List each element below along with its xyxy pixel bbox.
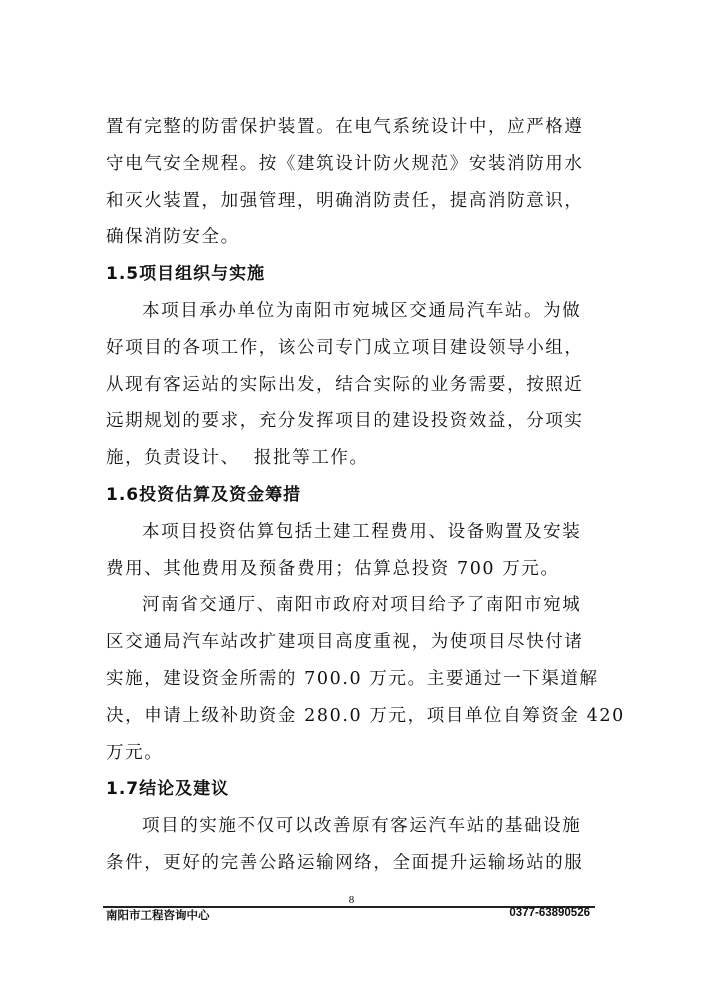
document-body: [106, 109, 625, 882]
text-line: 项目的实施不仅可以改善原有客运汽车站的基础设施: [142, 816, 582, 837]
text-line: 置有完整的防雷保护装置。在电气系统设计中，应严格遵: [106, 117, 584, 137]
footer-organization: 南阳市工程咨询中心: [106, 908, 210, 922]
section-heading-1-5: 1.5项目组织与实施: [106, 264, 266, 285]
section-heading-1-6: 1.6投资估算及资金筹措: [106, 484, 302, 505]
text-line: 本项目投资估算包括土建工程费用、设备购置及安装: [142, 521, 582, 542]
text-line: 条件，更好的完善公路运输网络，全面提升运输场站的服: [106, 852, 584, 873]
text-line: 河南省交通厅、南阳市政府对项目给予了南阳市宛城: [142, 595, 582, 616]
section-heading-1-7: 1.7结论及建议: [106, 779, 230, 800]
page-number: 8: [348, 894, 355, 906]
paragraph: [106, 293, 584, 477]
text-line: 远期规划的要求，充分发挥项目的建设投资效益，分项实: [106, 411, 584, 432]
text-line: 区交通局汽车站改扩建项目高度重视，为使项目尽快付诸: [106, 632, 584, 653]
text-line: 实施，建设资金所需的 700.0 万元。主要通过一下渠道解: [106, 668, 599, 689]
text-line: 本项目承办单位为南阳市宛城区交通局汽车站。为做: [142, 300, 582, 321]
paragraph: [106, 587, 625, 771]
text-line: 确保消防安全。: [106, 227, 240, 248]
text-line: 和灭火装置，加强管理，明确消防责任，提高消防意识，: [106, 190, 584, 211]
text-line: 决，申请上级补助资金 280.0 万元，项目单位自筹资金 420: [106, 705, 625, 726]
text-line: 好项目的各项工作，该公司专门成立项目建设领导小组，: [106, 337, 584, 358]
text-line: 万元。: [106, 742, 164, 763]
text-line: 费用、其他费用及预备费用；估算总投资 700 万元。: [106, 558, 560, 579]
paragraph: [106, 514, 581, 588]
footer-phone: 0377-63890526: [509, 907, 590, 919]
text-line: 从现有客运站的实际出发，结合实际的业务需要，按照近: [106, 374, 584, 395]
text-line: 施，负责设计、 报批等工作。: [106, 448, 369, 469]
paragraph: [106, 109, 584, 256]
paragraph: [106, 808, 584, 882]
text-line: 守电气安全规程。按《建筑设计防火规范》安装消防用水: [106, 153, 584, 174]
